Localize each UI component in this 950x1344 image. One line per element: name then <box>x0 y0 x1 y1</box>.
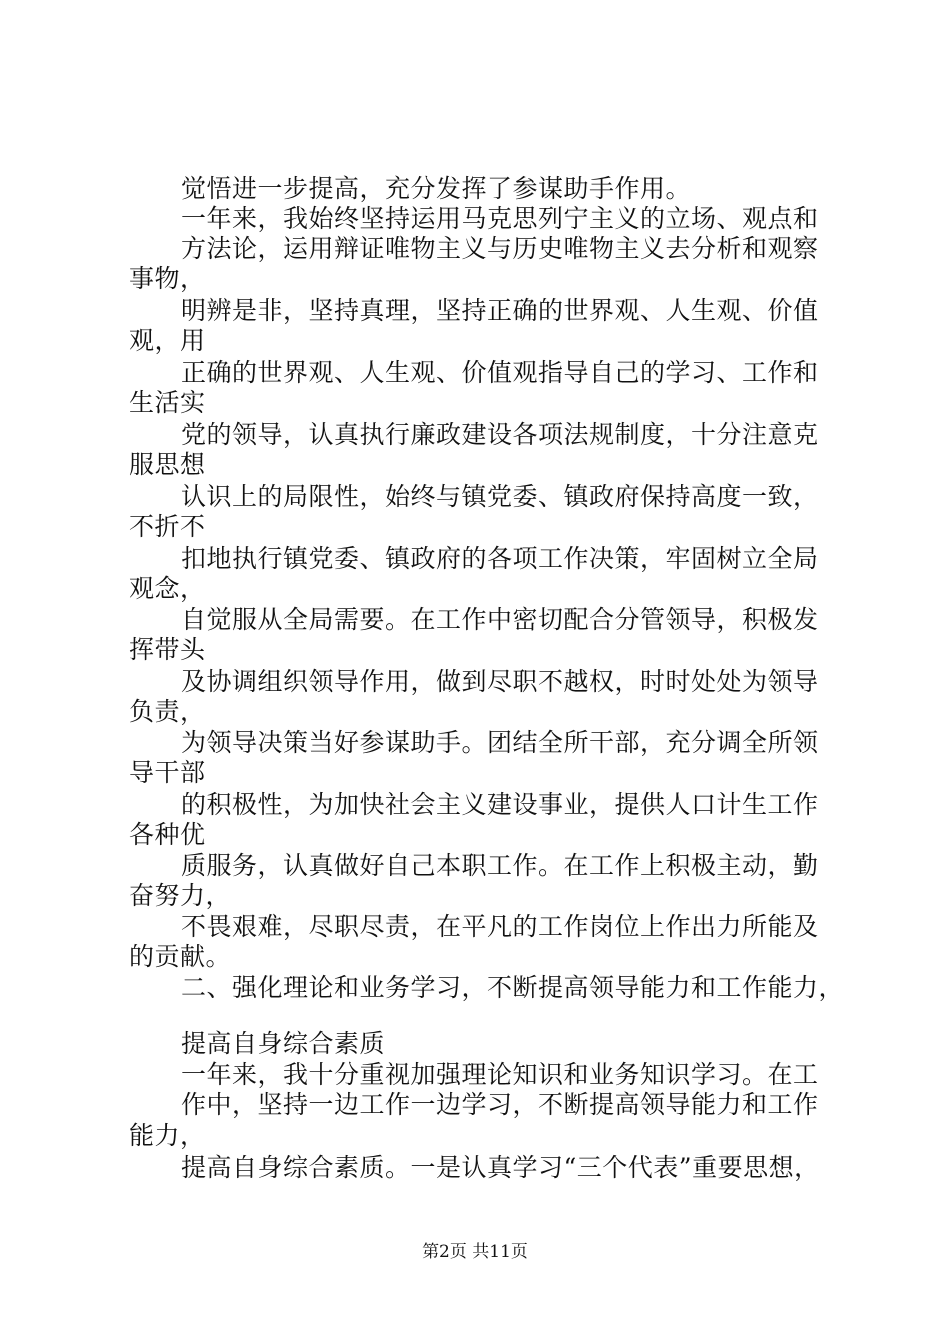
text-line: 一年来，我始终坚持运用马克思列宁主义的立场、观点和 <box>181 204 819 233</box>
section-heading-continued: 提高自身综合素质 <box>181 1029 386 1058</box>
text-line: 挥带头 <box>129 635 206 664</box>
text-line: 为领导决策当好参谋助手。团结全所干部，充分调全所领 <box>181 728 819 757</box>
text-line: 质服务，认真做好自己本职工作。在工作上积极主动，勤 <box>181 851 819 880</box>
text-line: 明辨是非，坚持真理，坚持正确的世界观、人生观、价值 <box>181 296 819 325</box>
text-line: 的贡献。 <box>129 942 232 971</box>
page-footer: 第2页 共11页 <box>422 1242 528 1262</box>
text-line: 各种优 <box>129 820 206 849</box>
text-line: 正确的世界观、人生观、价值观指导自己的学习、工作和 <box>181 358 819 387</box>
text-line: 服思想 <box>129 450 206 479</box>
text-line: 及协调组织领导作用，做到尽职不越权，时时处处为领导 <box>181 667 819 696</box>
text-line: 奋努力， <box>129 881 232 910</box>
text-line: 觉悟进一步提高，充分发挥了参谋助手作用。 <box>181 174 692 203</box>
text-line: 提高自身综合素质。一是认真学习“三个代表”重要思想， <box>181 1153 820 1182</box>
text-line: 自觉服从全局需要。在工作中密切配合分管领导，积极发 <box>181 605 819 634</box>
text-line: 观，用 <box>129 326 206 355</box>
text-line: 导干部 <box>129 758 206 787</box>
text-line: 负责， <box>129 697 206 726</box>
text-line: 观念， <box>129 574 206 603</box>
text-line: 扣地执行镇党委、镇政府的各项工作决策，牢固树立全局 <box>181 544 819 573</box>
text-line: 不畏艰难，尽职尽责，在平凡的工作岗位上作出力所能及 <box>181 912 819 941</box>
text-line: 能力， <box>129 1121 206 1150</box>
text-line: 一年来，我十分重视加强理论知识和业务知识学习。在工 <box>181 1060 819 1089</box>
text-line: 认识上的局限性，始终与镇党委、镇政府保持高度一致， <box>181 482 819 511</box>
text-line: 不折不 <box>129 512 206 541</box>
section-heading: 二、强化理论和业务学习，不断提高领导能力和工作能力， <box>181 973 845 1002</box>
text-line: 党的领导，认真执行廉政建设各项法规制度，十分注意克 <box>181 420 819 449</box>
text-line: 事物， <box>129 264 206 293</box>
text-line: 生活实 <box>129 388 206 417</box>
text-line: 作中，坚持一边工作一边学习，不断提高领导能力和工作 <box>181 1090 819 1119</box>
text-line: 的积极性，为加快社会主义建设事业，提供人口计生工作 <box>181 790 819 819</box>
text-line: 方法论，运用辩证唯物主义与历史唯物主义去分析和观察 <box>181 234 819 263</box>
